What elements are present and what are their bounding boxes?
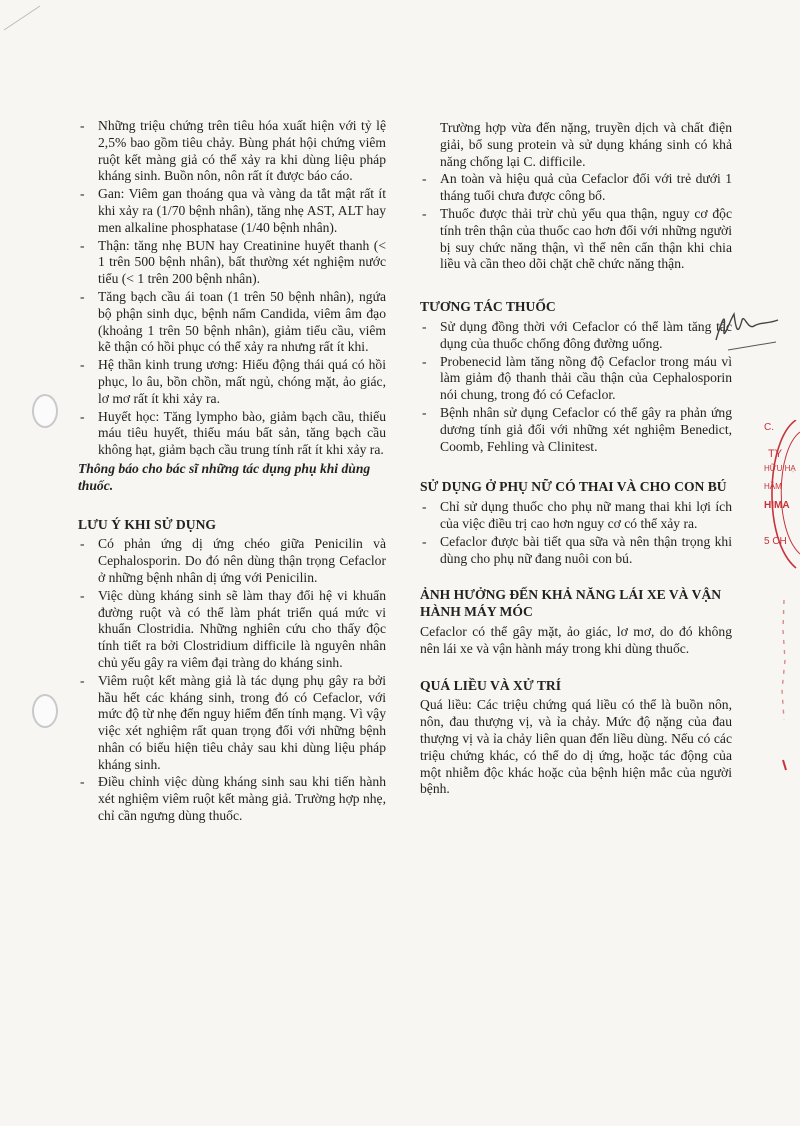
list-item: - Thuốc được thải trừ chủ yếu qua thận, nguy cơ độc tính trên thận của thuốc cao hơn đối với những người bị suy chức năng thận, vì thế nên cẩn thận khi chia liều và cần theo dõi chặt chẽ chức năng thận. (420, 206, 732, 273)
signature-mark (708, 290, 788, 360)
list-item: - Cefaclor được bài tiết qua sữa và nên thận trọng khi dùng cho phụ nữ đang nuôi con bú. (420, 534, 732, 568)
list-item: - Huyết học: Tăng lympho bào, giảm bạch cầu, thiếu máu tiêu huyết, thiếu máu bất sản, tăng bạch cầu không hạt, giảm bạch cầu trung tính rất ít khi xảy ra. (78, 409, 386, 459)
caution-list-continued (420, 120, 732, 273)
caution-list (78, 536, 386, 825)
list-item: Trường hợp vừa đến nặng, truyền dịch và chất điện giải, bổ sung protein và sử dụng kháng sinh có khả năng chống lại C. difficile. (440, 120, 732, 169)
doctor-notice: Thông báo cho bác sĩ những tác dụng phụ khi dùng thuốc. (78, 460, 371, 493)
pregnancy-list (420, 499, 732, 567)
list-item: - Những triệu chứng trên tiêu hóa xuất hiện với tỷ lệ 2,5% bao gồm tiêu chảy. Bùng phát hội chứng viêm ruột kết màng giả có thể xảy ra khi dùng liệu pháp kháng sinh. Buồn nôn, nôn rất ít được báo cáo. (78, 118, 386, 185)
list-item: - Hệ thần kinh trung ương: Hiếu động thái quá có hồi phục, lo âu, bồn chồn, mất ngủ, chóng mặt, ảo giác, lơ mơ rất ít khi xảy ra. (78, 357, 386, 407)
list-item: - Probenecid làm tăng nồng độ Cefaclor trong máu vì làm giảm độ thanh thải cầu thận của Cephalosporin nói chung, trong đó có Cefaclor. (420, 354, 732, 404)
list-item: - An toàn và hiệu quả của Cefaclor đối với trẻ dưới 1 tháng tuổi chưa được công bố. (420, 171, 732, 205)
section-heading-caution: LƯU Ý KHI SỬ DỤNG (78, 516, 216, 532)
left-column (78, 118, 386, 826)
list-item: - Việc dùng kháng sinh sẽ làm thay đổi hệ vi khuẩn đường ruột và có thể làm phát triển quá mức vi khuẩn Clostridia. Những nghiên cứu cho thấy độc tính tiết ra bởi Clostridium difficile là nguyên nhân chủ yếu gây ra viêm đại tràng do kháng sinh. (78, 588, 386, 672)
overdose-text: Quá liều: Các triệu chứng quá liều có thể là buồn nôn, nôn, đau thượng vị, và ỉa chảy. Mức độ nặng của đau thượng vị và ỉa chảy liên quan đến liều dùng. Nếu có các triệu chứng khác, có thể do dị ứng, hoặc tác động của một nhiễm độc khác hoặc của bệnh hiện mắc của người bệnh. (420, 697, 732, 797)
side-effects-list (78, 118, 386, 459)
stamp-text: HẦM (764, 482, 782, 491)
list-item: - Viêm ruột kết màng giả là tác dụng phụ gây ra bởi hầu hết các kháng sinh, trong đó có Cefaclor, với mức độ từ nhẹ đến nguy hiểm đến tính mạng. Vì vậy việc xét nghiệm rất quan trọng đối với những bệnh nhân có biểu hiện tiêu chảy sau khi dùng liệu pháp kháng sinh. (78, 673, 386, 774)
list-item: - Chỉ sử dụng thuốc cho phụ nữ mang thai khi lợi ích của việc điều trị cao hơn nguy cơ có thể xảy ra. (420, 499, 732, 533)
list-item: - Có phản ứng dị ứng chéo giữa Penicilin và Cephalosporin. Do đó nên dùng thận trọng Cefaclor ở những bệnh nhân dị ứng với Penicilin. (78, 536, 386, 586)
stamp-ring (756, 420, 800, 570)
list-item: - Bệnh nhân sử dụng Cefaclor có thể gây ra phản ứng dương tính giả đối với những xét nghiệm Benedict, Coomb, Fehling và Clinitest. (420, 405, 732, 455)
stamp-text: HỮU HẠ (764, 464, 796, 473)
stamp-text: HIMA (764, 500, 790, 511)
stamp-text: C. (764, 422, 774, 433)
page-corner-mark (0, 0, 60, 40)
section-heading-overdose: QUÁ LIỀU VÀ XỬ TRÍ (420, 677, 561, 693)
stamp-text: 5 CH (764, 536, 787, 547)
binder-hole-top (32, 394, 58, 428)
stamp-text: TY (768, 448, 783, 460)
driving-text: Cefaclor có thể gây mặt, ảo giác, lơ mơ, do đó không nên lái xe và vận hành máy trong khi dùng thuốc. (420, 623, 732, 656)
section-heading-driving: ẢNH HƯỞNG ĐẾN KHẢ NĂNG LÁI XE VÀ VẬN HÀNH MÁY MÓC (420, 587, 722, 620)
list-item: - Điều chỉnh việc dùng kháng sinh sau khi tiến hành xét nghiệm viêm ruột kết màng giả. Trường hợp nhẹ, chỉ cần ngưng dùng thuốc. (78, 774, 386, 824)
list-item: - Gan: Viêm gan thoáng qua và vàng da tắt mật rất ít khi xảy ra (1/70 bệnh nhân), tăng nhẹ AST, ALT hay men alkaline phosphatase (1/40 bệnh nhân). (78, 186, 386, 236)
list-item: - Tăng bạch cầu ái toan (1 trên 50 bệnh nhân), ngứa bộ phận sinh dục, bệnh nấm Candida, viêm âm đạo (khoảng 1 trên 50 bệnh nhân), giảm tiểu cầu, viêm kẽ thận có hồi phục có thể xảy ra nhưng rất ít khi. (78, 289, 386, 356)
list-item: - Thận: tăng nhẹ BUN hay Creatinine huyết thanh (< 1 trên 500 bệnh nhân), bất thường xét nghiệm nước tiểu (< 1 trên 200 bệnh nhân). (78, 238, 386, 288)
interactions-list (420, 319, 732, 455)
binder-hole-bottom (32, 694, 58, 728)
list-item: - Sử dụng đồng thời với Cefaclor có thể làm tăng tác dụng của thuốc chống đông đường uống. (420, 319, 732, 353)
section-heading-interactions: TƯƠNG TÁC THUỐC (420, 299, 556, 315)
stamp-streak (774, 600, 794, 800)
section-heading-pregnancy: SỬ DỤNG Ở PHỤ NỮ CÓ THAI VÀ CHO CON BÚ (420, 479, 727, 495)
right-column (420, 120, 732, 798)
company-stamp (756, 420, 800, 780)
